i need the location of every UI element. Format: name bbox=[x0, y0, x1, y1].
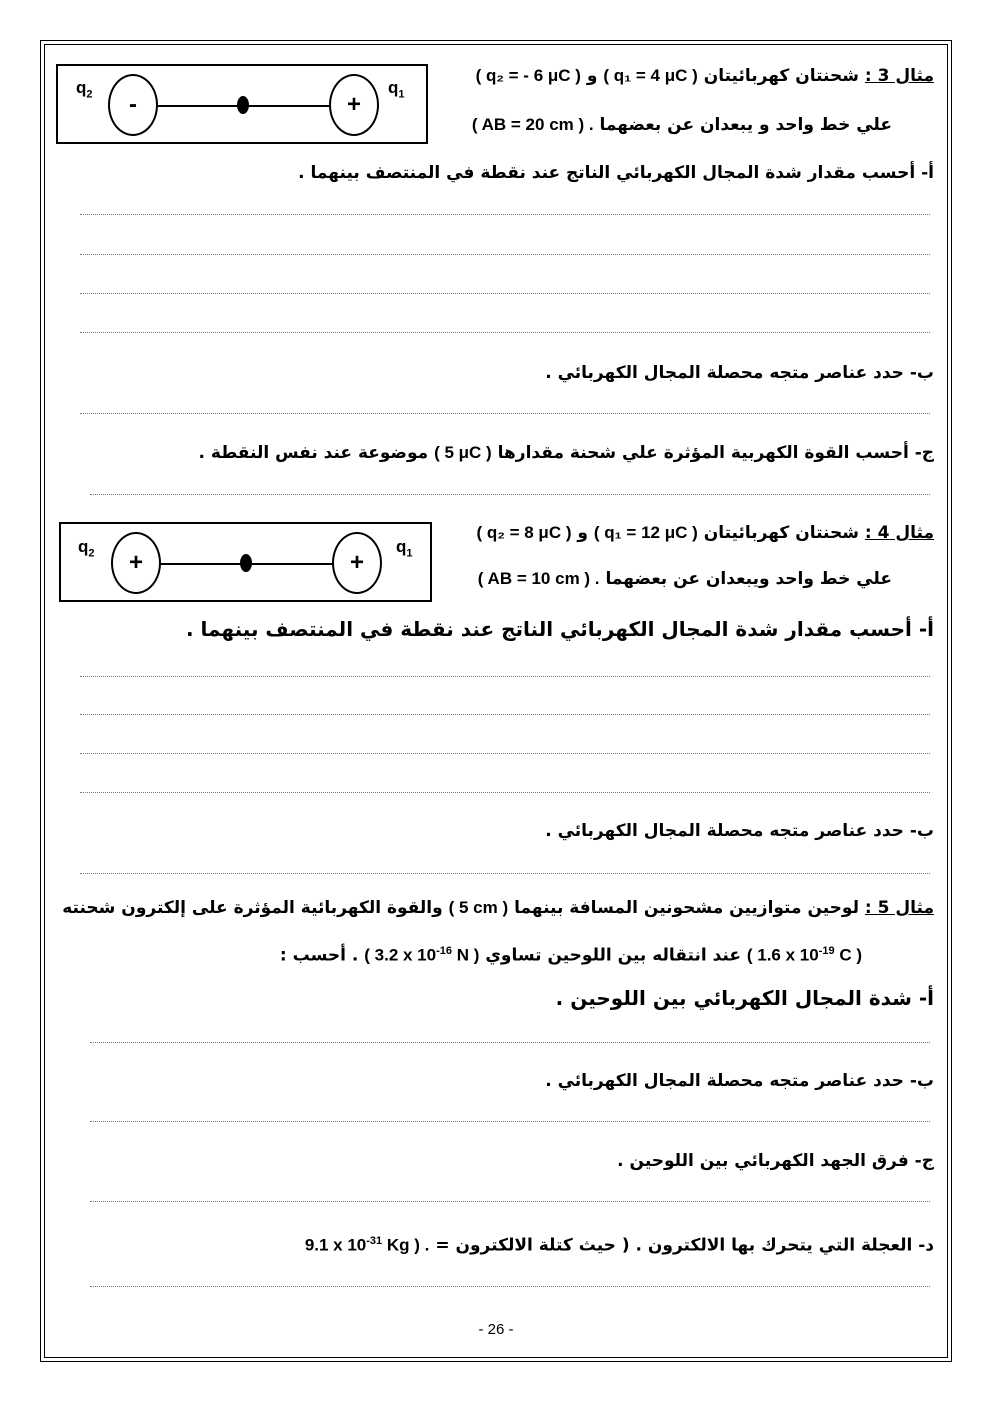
ex4-left-charge: + bbox=[111, 532, 161, 594]
answer-line bbox=[80, 332, 930, 333]
ex4-statement-line2: علي خط واحد ويبعدان عن بعضهما ( AB = 10 cm ) . bbox=[477, 569, 892, 589]
answer-line bbox=[90, 1042, 930, 1043]
ex3-left-charge: - bbox=[108, 74, 158, 136]
ex3-title: مثال 3 : bbox=[864, 66, 934, 86]
ex3-midpoint-dot bbox=[237, 96, 249, 114]
ex3-q1-label: $q_1$ bbox=[388, 78, 405, 101]
ex5-question-a: أ- شدة المجال الكهربائي بين اللوحين . bbox=[555, 986, 934, 1010]
ex4-title: مثال 4 : bbox=[864, 523, 934, 543]
ex4-right-charge: + bbox=[332, 532, 382, 594]
ex3-question-b: ب- حدد عناصر متجه محصلة المجال الكهربائي . bbox=[545, 363, 934, 383]
ex5-statement-line2: ( 1.6 x $10^{-19}$ C ) عند انتقاله بين اللوحين تساوي ( 3.2 x $10^{-16}$ N ) . أحسب : bbox=[279, 945, 862, 966]
answer-line bbox=[80, 214, 930, 215]
ex4-q2-label: $q_2$ bbox=[78, 537, 95, 560]
answer-line bbox=[80, 873, 930, 874]
answer-line bbox=[90, 1286, 930, 1287]
ex5-question-d: د- العجلة التي يتحرك بها الالكترون . ( حيث كتلة الالكترون = 9.1 x $10^{-31}$ Kg ) . bbox=[304, 1235, 934, 1256]
answer-line bbox=[80, 792, 930, 793]
answer-line bbox=[80, 753, 930, 754]
ex4-statement-line1: مثال 4 : شحنتان كهربائيتان ( q₁ = 12 μC ) و ( q₂ = 8 μC ) bbox=[476, 523, 934, 543]
answer-line bbox=[90, 1121, 930, 1122]
page-number: - 26 - bbox=[478, 1321, 514, 1338]
ex3-question-c: ج- أحسب القوة الكهربية المؤثرة علي شحنة مقدارها ( 5 μC ) موضوعة عند نفس النقطة . bbox=[198, 443, 934, 463]
ex5-question-c: ج- فرق الجهد الكهربائي بين اللوحين . bbox=[617, 1151, 934, 1171]
ex5-question-b: ب- حدد عناصر متجه محصلة المجال الكهربائي . bbox=[545, 1071, 934, 1091]
answer-line bbox=[90, 1201, 930, 1202]
ex4-question-b: ب- حدد عناصر متجه محصلة المجال الكهربائي . bbox=[545, 821, 934, 841]
ex5-statement-line1: مثال 5 : لوحين متوازيين مشحونين المسافة بينهما ( 5 cm ) والقوة الكهربائية المؤثرة على إلكترون شحنته bbox=[62, 898, 934, 918]
answer-line bbox=[80, 676, 930, 677]
answer-line bbox=[80, 293, 930, 294]
ex3-q2-label: $q_2$ bbox=[76, 78, 93, 101]
ex3-right-charge: + bbox=[329, 74, 379, 136]
answer-line bbox=[80, 413, 930, 414]
answer-line bbox=[80, 254, 930, 255]
answer-line bbox=[80, 714, 930, 715]
ex4-midpoint-dot bbox=[240, 554, 252, 572]
ex3-question-a: أ- أحسب مقدار شدة المجال الكهربائي الناتج عند نقطة في المنتصف بينهما . bbox=[298, 163, 934, 183]
ex4-q1-label: $q_1$ bbox=[396, 537, 413, 560]
answer-line bbox=[90, 494, 930, 495]
ex4-question-a: أ- أحسب مقدار شدة المجال الكهربائي الناتج عند نقطة في المنتصف بينهما . bbox=[185, 617, 934, 641]
ex5-title: مثال 5 : bbox=[864, 898, 934, 918]
ex3-statement-line1: مثال 3 : شحنتان كهربائيتان ( q₁ = 4 μC ) و ( q₂ = - 6 μC ) bbox=[475, 66, 934, 86]
ex3-statement-line2: علي خط واحد و يبعدان عن بعضهما ( AB = 20 cm ) . bbox=[471, 115, 892, 135]
